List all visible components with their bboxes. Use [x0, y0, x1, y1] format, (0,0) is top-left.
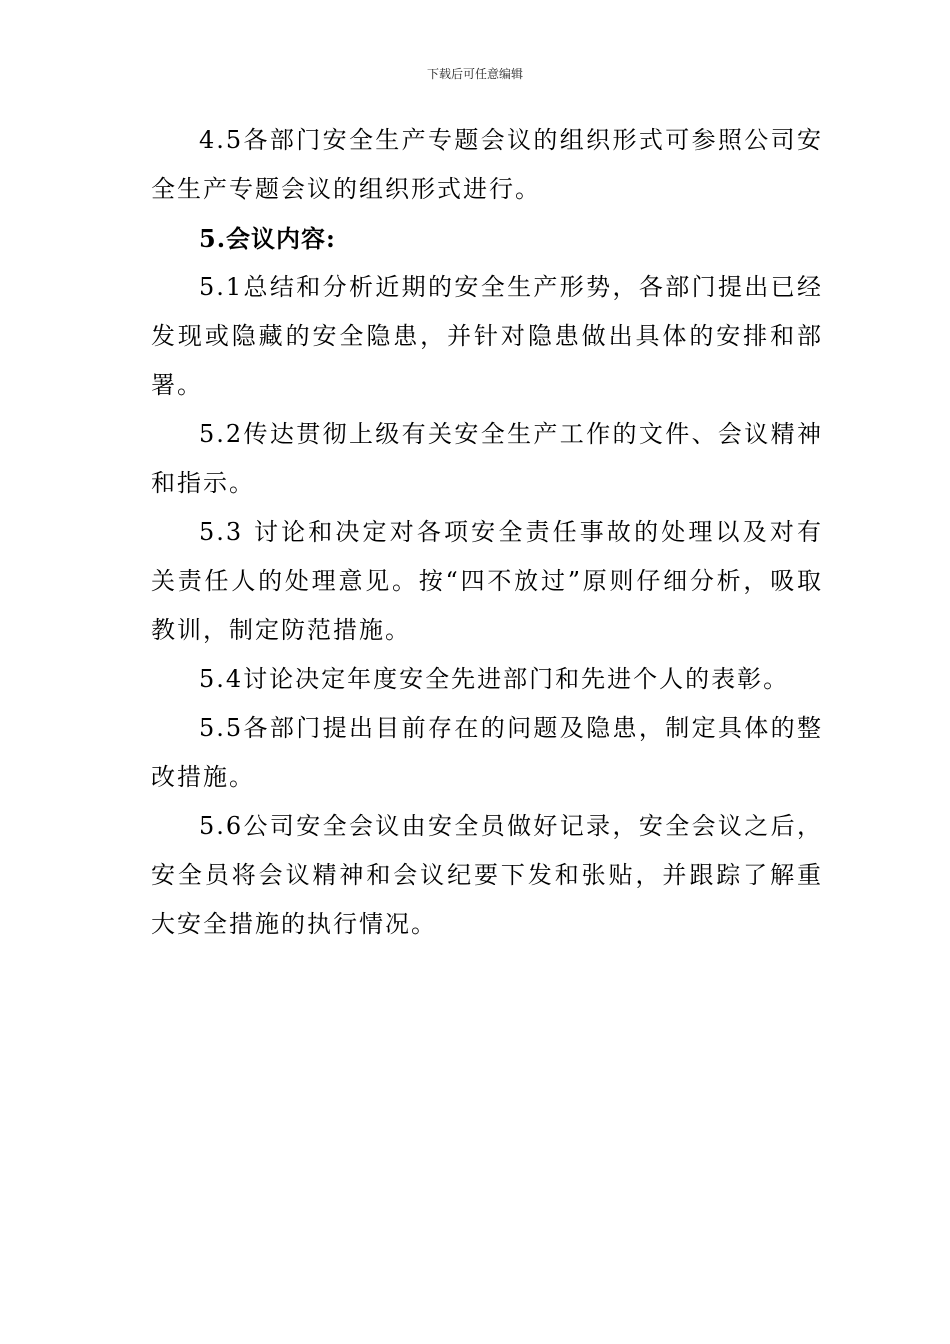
paragraph-5-3: 5.3 讨论和决定对各项安全责任事故的处理以及对有关责任人的处理意见。按“四不放过”原则仔细分析，吸取教训，制定防范措施。	[151, 518, 823, 644]
paragraph-5-6: 5.6公司安全会议由安全员做好记录，安全会议之后，安全员将会议精神和会议纪要下发和张贴，并跟踪了解重大安全措施的执行情况。	[151, 812, 823, 938]
document-body	[151, 116, 823, 949]
paragraph-5-5: 5.5各部门提出目前存在的问题及隐患，制定具体的整改措施。	[151, 714, 823, 791]
paragraph-5-1: 5.1总结和分析近期的安全生产形势，各部门提出已经发现或隐藏的安全隐患，并针对隐患做出具体的安排和部署。	[151, 273, 823, 399]
paragraph-5-4: 5.4讨论决定年度安全先进部门和先进个人的表彰。	[199, 665, 790, 693]
paragraph-4-5: 4.5各部门安全生产专题会议的组织形式可参照公司安全生产专题会议的组织形式进行。	[151, 126, 823, 203]
page-header: 下载后可任意编辑	[426, 67, 523, 81]
section-heading-5: 5.会议内容:	[199, 224, 336, 253]
paragraph-5-2: 5.2传达贯彻上级有关安全生产工作的文件、会议精神和指示。	[151, 420, 823, 497]
